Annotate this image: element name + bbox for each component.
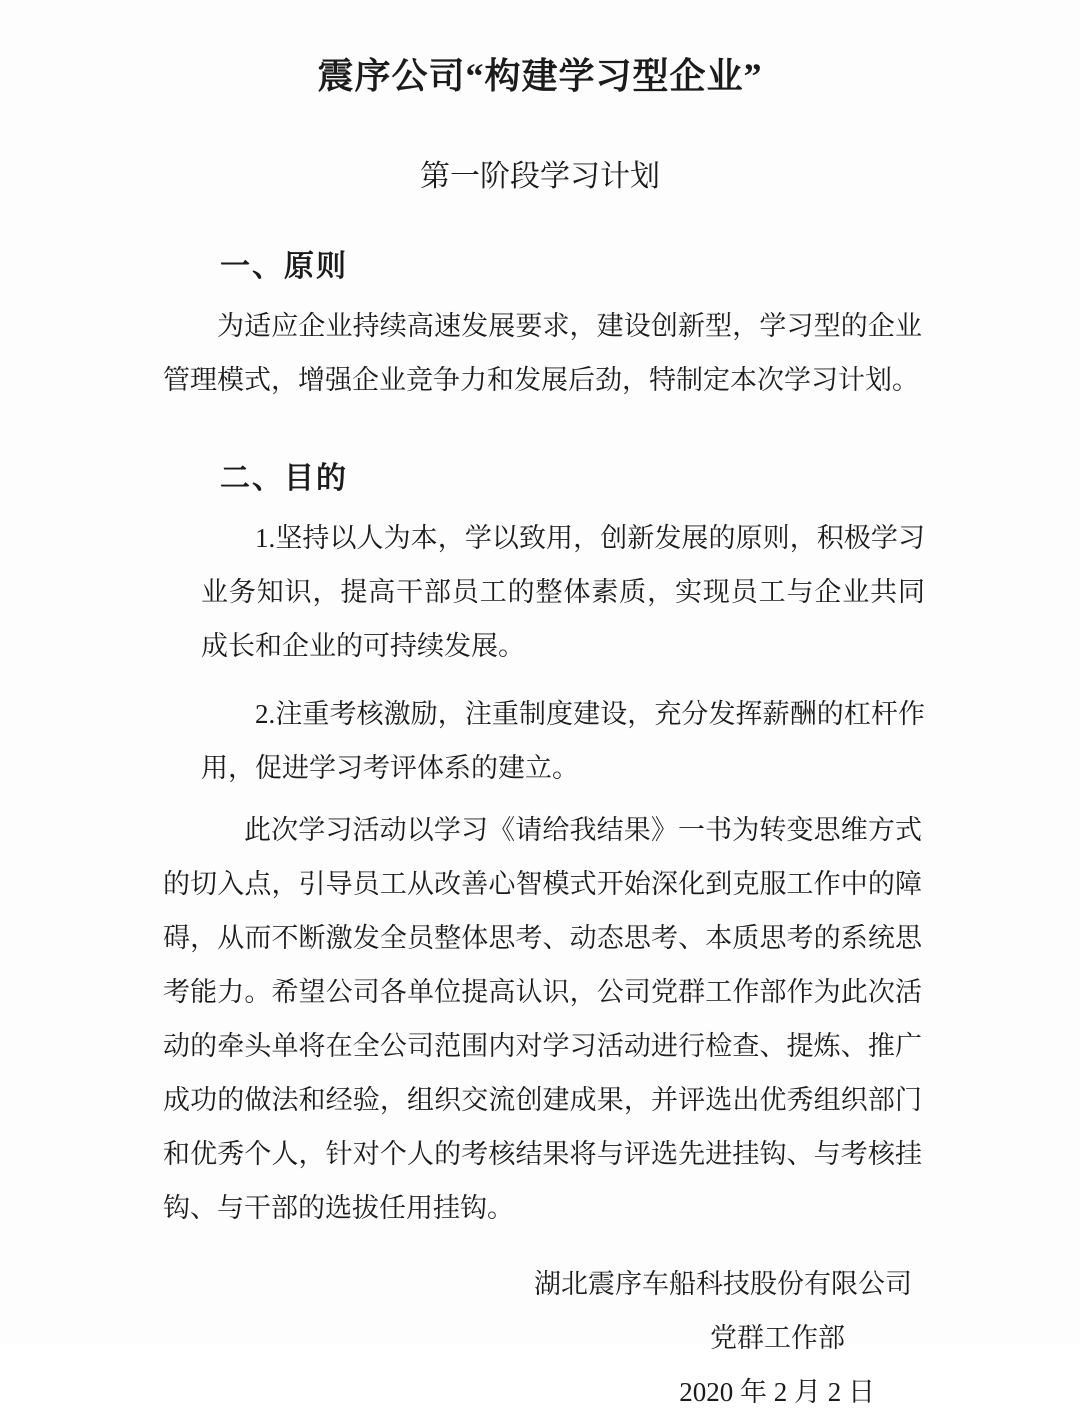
purpose-item-1: 1.坚持以人为本，学以致用，创新发展的原则，积极学习业务知识，提高干部员工的整体素质，实现员工与企业共同成长和企业的可持续发展。 bbox=[201, 523, 925, 661]
section-heading-purpose: 二、目的 bbox=[220, 462, 348, 495]
closing-paragraph: 此次学习活动以学习《请给我结果》一书为转变思维方式的切入点，引导员工从改善心智模式开始深化到克服工作中的障碍，从而不断激发全员整体思考、动态思考、本质思考的系统思考能力。希望公司各单位提高认识，公司党群工作部作为此次活动的牵头单将在全公司范围内对学习活动进行检查、提炼、推广成功的做法和经验，组织交流创建成果，并评选出优秀组织部门和优秀个人，针对个人的考核结果将与评选先进挂钩、与考核挂钩、与干部的选拔任用挂钩。 bbox=[163, 815, 922, 1223]
section-heading-principles: 一、原则 bbox=[220, 250, 348, 283]
purpose-item-2: 2.注重考核激励，注重制度建设，充分发挥薪酬的杠杆作用，促进学习考评体系的建立。 bbox=[201, 699, 925, 783]
principles-paragraph: 为适应企业持续高速发展要求，建设创新型，学习型的企业管理模式，增强企业竞争力和发展后劲，特制定本次学习计划。 bbox=[163, 311, 922, 395]
signature-date: 2020 年 2 月 2 日 bbox=[679, 1377, 875, 1407]
document-subtitle: 第一阶段学习计划 bbox=[420, 160, 660, 193]
document-title: 震序公司“构建学习型企业” bbox=[317, 56, 763, 96]
signature-company: 湖北震序车船科技股份有限公司 bbox=[534, 1269, 912, 1299]
signature-department: 党群工作部 bbox=[710, 1323, 845, 1353]
